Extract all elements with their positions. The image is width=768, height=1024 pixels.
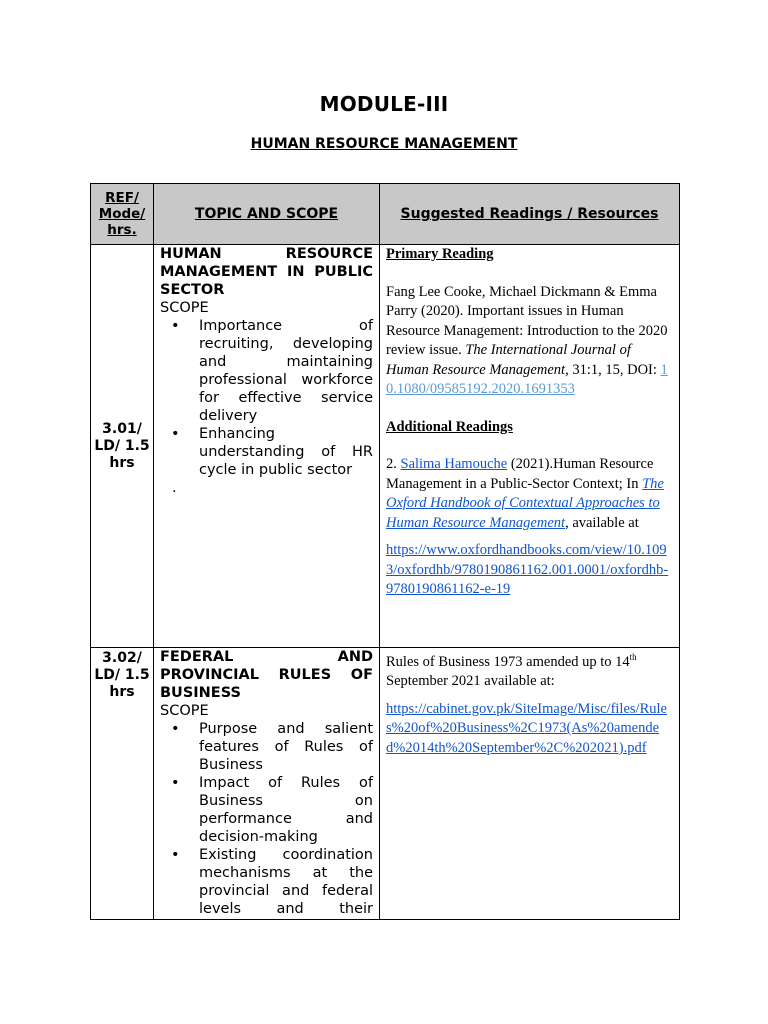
list-item: • Impact of Rules of Business on performance and decision-making xyxy=(199,774,373,846)
scope-list xyxy=(160,720,373,918)
table-header-row xyxy=(91,184,680,245)
table-row xyxy=(91,245,680,648)
cabinet-url-link[interactable]: https://cabinet.gov.pk/SiteImage/Misc/files/Rules%20of%20Business%2C1973(As%20amended%2014th%20September%2C%202021).pdf xyxy=(386,700,667,756)
readings-cell xyxy=(380,245,680,648)
primary-reading-doi-link[interactable]: 10.1080/09585192.2020.1691353 xyxy=(386,361,668,397)
table-row xyxy=(91,648,680,920)
scope-label: SCOPE xyxy=(160,703,209,719)
readings-cell xyxy=(380,648,680,920)
module-title: MODULE-III xyxy=(319,92,449,116)
primary-reading-journal: The International Journal of Human Resource Management xyxy=(386,342,631,378)
header-readings: Suggested Readings / Resources xyxy=(380,184,680,245)
primary-reading-heading: Primary Reading xyxy=(386,246,494,262)
topic-title: FEDERAL AND PROVINCIAL RULES OF BUSINESS xyxy=(160,649,373,701)
list-item: • Existing coordination mechanisms at the provincial and federal levels and their xyxy=(199,846,373,918)
rules-superscript: th xyxy=(629,652,637,662)
scope-label: SCOPE xyxy=(160,300,209,316)
list-item: • Purpose and salient features of Rules of Business xyxy=(199,720,373,774)
additional-readings-heading: Additional Readings xyxy=(386,418,513,435)
header-ref: REF/ Mode/ hrs. xyxy=(91,184,154,245)
header-topic: TOPIC AND SCOPE xyxy=(154,184,380,245)
row-ref: 3.02/ LD/ 1.5 hrs xyxy=(91,648,154,920)
list-item: • Enhancing understanding of HR cycle in public sector xyxy=(199,425,373,479)
topic-title: HUMAN RESOURCE MANAGEMENT IN PUBLIC SECTOR xyxy=(160,246,373,298)
primary-reading-text: Fang Lee Cooke, Michael Dickmann & Emma Parry (2020). Important issues in Human Resource Management: Introduction to the 2020 review issue. xyxy=(386,283,668,358)
oxford-url-link[interactable]: https://www.oxfordhandbooks.com/view/10.1093/oxfordhb/9780190861162.001.0001/oxfordhb-9780190861162-e-19 xyxy=(386,542,669,597)
handbook-title: The Oxford Handbook of Contextual Approaches to Human Resource Management xyxy=(386,475,664,531)
primary-reading-citation: , 31:1, 15, DOI: xyxy=(565,361,657,378)
topic-cell xyxy=(154,648,380,920)
trailing-dot: . xyxy=(172,480,177,496)
list-item: • Importance of recruiting, developing and maintaining professional workforce for effective service delivery xyxy=(199,317,373,425)
topic-cell xyxy=(154,245,380,648)
rules-text-after: September 2021 available at: xyxy=(386,673,555,690)
additional-reading-text: (2021).Human Resource Management in a Public-Sector Context; In xyxy=(386,456,654,492)
additional-reading-after: , available at xyxy=(565,514,639,531)
row-ref: 3.01/ LD/ 1.5 hrs xyxy=(91,245,154,648)
module-table xyxy=(90,183,680,920)
additional-reading-number: 2. xyxy=(386,456,397,472)
module-subtitle: HUMAN RESOURCE MANAGEMENT xyxy=(250,136,518,152)
rules-text-before: Rules of Business 1973 amended up to 14 xyxy=(386,653,630,670)
author-link[interactable]: Salima Hamouche xyxy=(400,456,508,472)
scope-list xyxy=(160,317,373,479)
